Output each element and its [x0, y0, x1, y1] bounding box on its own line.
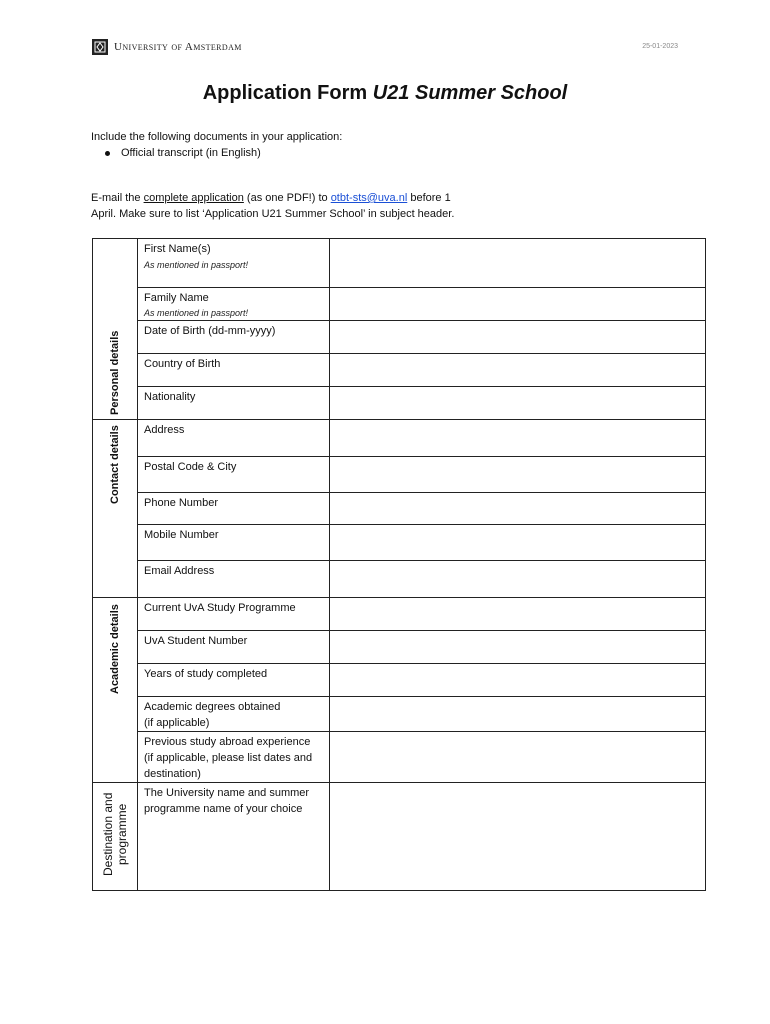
label-cell: [138, 664, 330, 697]
first-name-label: First Name(s): [144, 243, 211, 255]
years-completed-input[interactable]: [330, 664, 706, 697]
section-contact: [93, 420, 138, 598]
first-name-note: As mentioned in passport!: [144, 260, 249, 270]
country-birth-label: Country of Birth: [144, 358, 221, 370]
email-text-3: before 1: [407, 192, 451, 204]
label-cell: [138, 631, 330, 664]
email-link[interactable]: otbt-sts@uva.nl: [330, 192, 408, 204]
nationality-label: Nationality: [144, 391, 196, 403]
nationality-input[interactable]: [330, 387, 706, 420]
table-row: [93, 631, 706, 664]
title-italic: U21 Summer School: [372, 82, 568, 104]
table-row: [93, 783, 706, 891]
address-label: Address: [144, 424, 185, 436]
email-text-2: (as one PDF!) to: [243, 192, 331, 204]
university-logo: [92, 39, 242, 55]
section-destination: [93, 783, 138, 891]
table-row: [93, 321, 706, 354]
family-name-label: Family Name: [144, 292, 209, 304]
table-row: [93, 493, 706, 525]
table-row: [93, 598, 706, 631]
table-row: [93, 697, 706, 732]
address-input[interactable]: [330, 420, 706, 457]
family-name-note: As mentioned in passport!: [144, 308, 249, 318]
label-cell: [138, 697, 330, 732]
label-cell: [138, 561, 330, 598]
table-row: [93, 420, 706, 457]
email-input[interactable]: [330, 561, 706, 598]
section-label-academic: Academic details: [109, 604, 121, 694]
abroad-input[interactable]: [330, 732, 706, 783]
table-row: [93, 239, 706, 288]
dob-input[interactable]: [330, 321, 706, 354]
table-row: [93, 288, 706, 321]
label-cell: [138, 321, 330, 354]
email-instructions: [91, 190, 691, 222]
family-name-input[interactable]: [330, 288, 706, 321]
university-choice-input[interactable]: [330, 783, 706, 891]
mobile-input[interactable]: [330, 525, 706, 561]
study-programme-label: Current UvA Study Programme: [144, 602, 296, 614]
student-number-input[interactable]: [330, 631, 706, 664]
label-cell: [138, 783, 330, 891]
table-row: [93, 664, 706, 697]
country-birth-input[interactable]: [330, 354, 706, 387]
table-row: [93, 732, 706, 783]
logo-text: University of Amsterdam: [114, 41, 242, 53]
title-plain: Application Form: [202, 82, 373, 104]
university-choice-label: The University name and summer programme name of your choice: [144, 787, 310, 815]
years-completed-label: Years of study completed: [144, 668, 268, 680]
study-programme-input[interactable]: [330, 598, 706, 631]
dob-label: Date of Birth (dd-mm-yyyy): [144, 325, 276, 337]
table-row: [93, 354, 706, 387]
label-cell: [138, 288, 330, 321]
first-name-input[interactable]: [330, 239, 706, 288]
section-personal: [93, 239, 138, 420]
section-label-contact: Contact details: [109, 425, 121, 504]
label-cell: [138, 239, 330, 288]
page-title: [0, 82, 770, 105]
application-form-table: [92, 238, 706, 891]
email-line-1: [91, 190, 691, 206]
complete-application-text: complete application: [143, 192, 244, 204]
label-cell: [138, 387, 330, 420]
label-cell: [138, 354, 330, 387]
phone-input[interactable]: [330, 493, 706, 525]
phone-label: Phone Number: [144, 497, 218, 509]
label-cell: [138, 525, 330, 561]
postal-city-input[interactable]: [330, 457, 706, 493]
university-crest-icon: [92, 39, 108, 55]
intro-block: [91, 129, 691, 161]
document-date: 25-01-2023: [642, 43, 678, 50]
section-academic: [93, 598, 138, 783]
degrees-label: Academic degrees obtained: [144, 701, 281, 713]
table-row: [93, 457, 706, 493]
abroad-label: Previous study abroad experience: [144, 736, 311, 748]
degrees-input[interactable]: [330, 697, 706, 732]
email-text-1: E-mail the: [91, 192, 144, 204]
intro-lead: Include the following documents in your application:: [91, 131, 343, 143]
table-row: [93, 387, 706, 420]
bullet-item: [105, 145, 691, 161]
degrees-note: (if applicable): [144, 717, 210, 729]
bullet-icon: [105, 151, 110, 156]
postal-city-label: Postal Code & City: [144, 461, 237, 473]
email-line-2: April. Make sure to list ‘Application U21 Summer School’ in subject header.: [91, 208, 455, 220]
section-label-personal: Personal details: [109, 330, 121, 415]
label-cell: [138, 598, 330, 631]
mobile-label: Mobile Number: [144, 529, 219, 541]
table-row: [93, 525, 706, 561]
abroad-note: (if applicable, please list dates and destination): [144, 752, 313, 780]
student-number-label: UvA Student Number: [144, 635, 248, 647]
table-row: [93, 561, 706, 598]
label-cell: [138, 457, 330, 493]
label-cell: [138, 493, 330, 525]
label-cell: [138, 732, 330, 783]
section-label-destination: Destination and programme: [101, 792, 129, 876]
bullet-text: Official transcript (in English): [121, 147, 261, 159]
email-label: Email Address: [144, 565, 215, 577]
label-cell: [138, 420, 330, 457]
